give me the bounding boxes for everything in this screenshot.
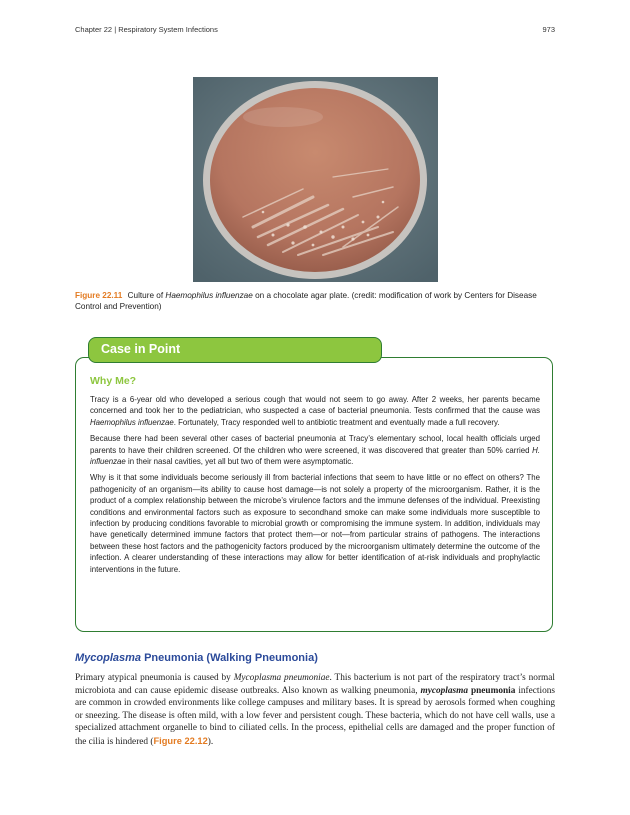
body-text-1: Primary atypical pneumonia is caused by [75, 673, 234, 683]
agar-plate-illustration [193, 77, 438, 282]
key-term-mycoplasma: mycoplasma [420, 685, 469, 696]
case-p1-text-a: Tracy is a 6-year old who developed a serious cough that would not seem to go away. After 2 weeks, her parents became concerned and took her to the pediatrician, who suspected a case of bacterial pneumonia. Tests confirmed that the cause was [90, 395, 540, 416]
body-text-4: ). [207, 736, 214, 747]
caption-species: Haemophilus influenzae [165, 291, 253, 300]
figure-reference-link[interactable]: Figure 22.12 [153, 735, 208, 746]
case-p2-species: H. influenzae [90, 445, 540, 467]
section-heading-genus: Mycoplasma [75, 652, 142, 664]
case-p2-text-a: Because there had been several other cases of bacterial pneumonia at Tracy’s elementary school, local health officials urged parents to have their children screened. Of the children who were screened, it was discovered that greater than 50% carried [90, 434, 540, 455]
case-content [90, 375, 540, 580]
body-paragraph [75, 672, 555, 748]
case-p1-species: Haemophilus influenzae [90, 417, 174, 427]
caption-text-before: Culture of [127, 291, 166, 300]
figure-label: Figure 22.11 [75, 291, 123, 300]
case-p2-text-b: in their nasal cavities, yet all but two of them were asymptomatic. [125, 457, 354, 467]
body-text-2: . This bacterium is not part of the respiratory tract’s normal microbiota and can cause epidemic disease outbreaks. Also known as walking pneumonia, [75, 673, 555, 696]
body-text-3: infections are common in crowded environments like college campuses and military bases. It is spread by aerosols formed when coughing or sneezing. The disease is often mild, with a low fever and persistent cough. These bacteria, which do not have cell walls, use a specialized attachment organelle to bind to ciliated cells. In the process, epithelial cells are damaged and the proper function of the cilia is hindered ( [75, 685, 555, 747]
caption-text-after: on a chocolate agar plate. (credit: modification of work by Centers for Disease Control and Prevention) [75, 291, 537, 311]
key-term-pneumonia: pneumonia [468, 685, 516, 696]
case-paragraph-1 [90, 394, 540, 428]
figure-photo-agar-plate [193, 77, 438, 282]
case-paragraph-3: Why is it that some individuals become seriously ill from bacterial infections that seem to have little or no effect on others? The pathogenicity of an organism—its ability to cause host damage—is not solely a property of the microorganism. Rather, it is the product of a complex relationship between the microbe’s virulence factors and the immune defenses of the individual. Preexisting conditions and environmental factors such as exposure to secondhand smoke can make some individuals more susceptible to infection by producing conditions favorable to microbial growth or compromising the immune system. In addition, individuals may have genetically determined immune factors that protect them—or not—from particular strains of pathogens. The interactions between these host factors and the pathogenicity factors produced by the microorganism ultimately determine the outcome of the infection. A clearer understanding of these interactions may allow for better identification of at-risk individuals and prophylactic interventions in the future. [90, 473, 540, 574]
case-p1-text-b: . Fortunately, Tracy responded well to antibiotic treatment and eventually made a full recovery. [173, 417, 500, 427]
figure-caption [75, 290, 555, 312]
body-species: Mycoplasma pneumoniae [233, 673, 330, 683]
page-number: 973 [542, 25, 555, 34]
case-in-point-tab: Case in Point [88, 337, 382, 363]
case-paragraph-2 [90, 433, 540, 467]
lid-glare [243, 107, 323, 127]
section-heading-rest: Pneumonia (Walking Pneumonia) [141, 652, 318, 664]
case-heading: Why Me? [90, 375, 137, 387]
chapter-title: Chapter 22 | Respiratory System Infections [75, 25, 218, 34]
section-heading [75, 652, 318, 664]
